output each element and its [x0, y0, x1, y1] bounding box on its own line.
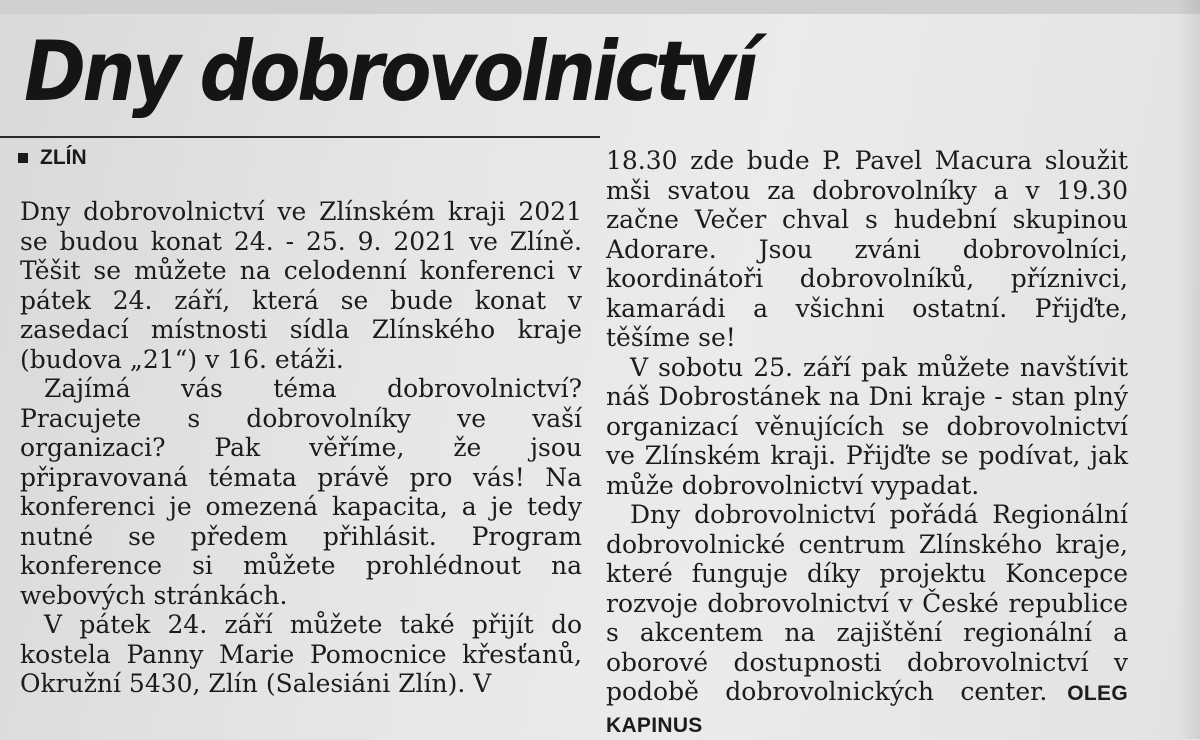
article-headline: Dny dobrovolnictví: [24, 23, 755, 120]
bullet-square-icon: [18, 153, 28, 163]
paragraph-final: [606, 500, 1128, 740]
author-signature: OLEG KAPINUS: [606, 682, 1128, 737]
paragraph: 18.30 zde bude P. Pavel Macura sloužit mši svatou za dobrovolníky a v 19.30 začne Večer chval s hudební skupinou Adorare. Jsou zváni dobrovolníci, koordinátoři dobrovolníků, příznivci, kamarádi a všichni ostatní. Přijďte, těšíme se!: [606, 146, 1128, 352]
paragraph-text: Dny dobrovolnictví pořádá Regionální dobrovolnické centrum Zlínského kraje, které funguje díky projektu Koncepce rozvoje dobrovolnictví v České republice s akcentem na zajištění regionální a oborové dostupnosti dobrovolnictví v podobě dobrovolnických center.: [606, 500, 1128, 706]
paragraph: V pátek 24. září můžete také přijít do kostela Panny Marie Pomocnice křesťanů, Okružní 5430, Zlín (Salesiáni Zlín). V: [20, 610, 582, 698]
location-byline: [18, 146, 87, 170]
section-rule: [0, 136, 600, 138]
right-column: [606, 146, 1128, 740]
left-column: [20, 197, 582, 699]
paper-right-shadow: [1178, 0, 1200, 739]
location-label: ZLÍN: [40, 146, 87, 169]
paragraph: V sobotu 25. září pak můžete navštívit náš Dobrostánek na Dni kraje - stan plný organizací věnujících se dobrovolnictví ve Zlínském kraji. Přijďte se podívat, jak může dobrovolnictví vypadat.: [606, 352, 1128, 500]
paper-top-edge: [0, 0, 1200, 14]
paragraph: Zajímá vás téma dobrovolnictví? Pracujete s dobrovolníky ve vaší organizaci? Pak věříme, že jsou připravovaná témata právě pro vás! Na konferenci je omezená kapacita, a je tedy nutné se předem přihlásit. Program konference si můžete prohlédnout na webových stránkách.: [20, 374, 582, 610]
paragraph: Dny dobrovolnictví ve Zlínském kraji 2021 se budou konat 24. - 25. 9. 2021 ve Zlíně. Těšit se můžete na celodenní konferenci v pátek 24. září, která se bude konat v zasedací místnosti sídla Zlínského kraje (budova „21“) v 16. etáži.: [20, 197, 582, 374]
